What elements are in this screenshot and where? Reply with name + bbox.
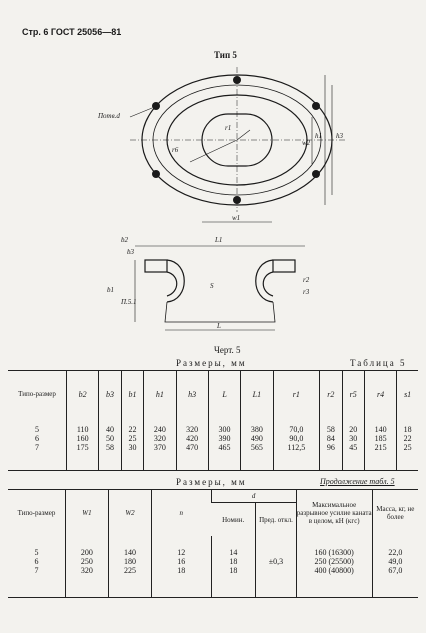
column-mass: 22,0 49,0 67,0 bbox=[372, 536, 418, 598]
label-b1: b1 bbox=[107, 286, 114, 294]
table5-header-cell: b1 bbox=[121, 371, 143, 418]
table5-header-cell: h3 bbox=[176, 371, 208, 418]
table5-column-b2: 110 160 175 bbox=[67, 417, 99, 471]
column-w1: 200 250 320 bbox=[65, 536, 108, 598]
header-d: d bbox=[211, 490, 296, 503]
table5-data-row bbox=[8, 417, 418, 471]
table5-column-r4: 140 185 215 bbox=[364, 417, 396, 471]
table5-column-r2: 58 84 96 bbox=[320, 417, 342, 471]
label-h1: h1 bbox=[315, 132, 322, 140]
column-w2: 140 180 225 bbox=[108, 536, 151, 598]
table5-header-cell: L1 bbox=[241, 371, 273, 418]
table5-title: Таблица 5 bbox=[350, 358, 407, 368]
table5-column-h1: 240 320 370 bbox=[144, 417, 176, 471]
header-deviation: Пред. откл. bbox=[256, 503, 296, 536]
label-w2: w2 bbox=[302, 139, 311, 147]
table5-column-s1: 18 22 25 bbox=[397, 417, 418, 471]
label-w1: w1 bbox=[232, 214, 241, 222]
drawing-type-title: Тип 5 bbox=[214, 50, 237, 60]
header-w1: W1 bbox=[65, 490, 108, 537]
section-drawing bbox=[95, 230, 335, 335]
header-n: n bbox=[152, 490, 211, 537]
drawing-caption: Черт. 5 bbox=[214, 345, 241, 355]
column-n: 12 16 18 bbox=[152, 536, 211, 598]
table5-header-cell: b3 bbox=[99, 371, 121, 418]
table5-header-row bbox=[8, 371, 418, 418]
table5-header-cell: h1 bbox=[144, 371, 176, 418]
label-r1: r1 bbox=[225, 124, 232, 132]
table5-column-h3: 320 420 470 bbox=[176, 417, 208, 471]
table5-column-r1: 70,0 90,0 112,5 bbox=[273, 417, 320, 471]
column-d-deviation: ±0,3 bbox=[256, 536, 296, 598]
table5-header-cell: b2 bbox=[67, 371, 99, 418]
table5-column-b1: 22 25 30 bbox=[121, 417, 143, 471]
column-force: 160 (16300) 250 (25500) 400 (40800) bbox=[296, 536, 372, 598]
table5-column-type: 5 6 7 bbox=[35, 425, 39, 452]
table5-header-cell: r1 bbox=[273, 371, 320, 418]
table5-column-b3: 40 50 58 bbox=[99, 417, 121, 471]
header-force: Максимальное разрывное усилие каната в целом, кН (кгс) bbox=[296, 490, 372, 537]
header-nominal: Номин. bbox=[222, 515, 245, 524]
table5-cont-data-row bbox=[8, 536, 418, 598]
label-r3: r3 bbox=[303, 288, 310, 296]
label-L: L bbox=[217, 322, 221, 330]
label-h3: h3 bbox=[336, 132, 343, 140]
header-mass: Масса, кг, не более bbox=[372, 490, 418, 537]
column-d-nominal: 14 18 18 bbox=[211, 536, 256, 598]
label-r2: r2 bbox=[303, 276, 310, 284]
table5-header-cell: Типо-размер bbox=[18, 390, 56, 398]
table5-cont-header-row bbox=[8, 490, 418, 503]
table5-header-cell: s1 bbox=[397, 371, 418, 418]
table5-header-cell: r2 bbox=[320, 371, 342, 418]
label-S: S bbox=[210, 282, 214, 290]
header-w2: W2 bbox=[108, 490, 151, 537]
label-b3: b3 bbox=[127, 248, 134, 256]
table5-column-L1: 380 490 565 bbox=[241, 417, 273, 471]
label-L1: L1 bbox=[215, 236, 223, 244]
label-p: П.5.1 bbox=[121, 298, 137, 306]
table5-continuation bbox=[8, 489, 418, 598]
table5-header-cell: L bbox=[208, 371, 240, 418]
table5-column-L: 300 390 465 bbox=[208, 417, 240, 471]
table5-cont-title: Продолжение табл. 5 bbox=[320, 477, 395, 486]
label-r6: r6 bbox=[172, 146, 179, 154]
table5-header-cell: r5 bbox=[342, 371, 364, 418]
header-type: Типо-размер bbox=[17, 509, 56, 517]
table5-header-cell: r4 bbox=[364, 371, 396, 418]
table5-column-r5: 20 30 45 bbox=[342, 417, 364, 471]
column-type: 5 6 7 bbox=[34, 548, 39, 575]
label-hole: Потв.d bbox=[98, 112, 120, 120]
table5-sizes-label: Размеры, мм bbox=[176, 358, 247, 368]
page-header: Стр. 6 ГОСТ 25056—81 bbox=[22, 27, 122, 37]
table5-cont-sizes-label: Размеры, мм bbox=[176, 477, 247, 487]
top-view-drawing bbox=[90, 62, 350, 232]
label-b2: b2 bbox=[121, 236, 128, 244]
table5 bbox=[8, 370, 418, 471]
